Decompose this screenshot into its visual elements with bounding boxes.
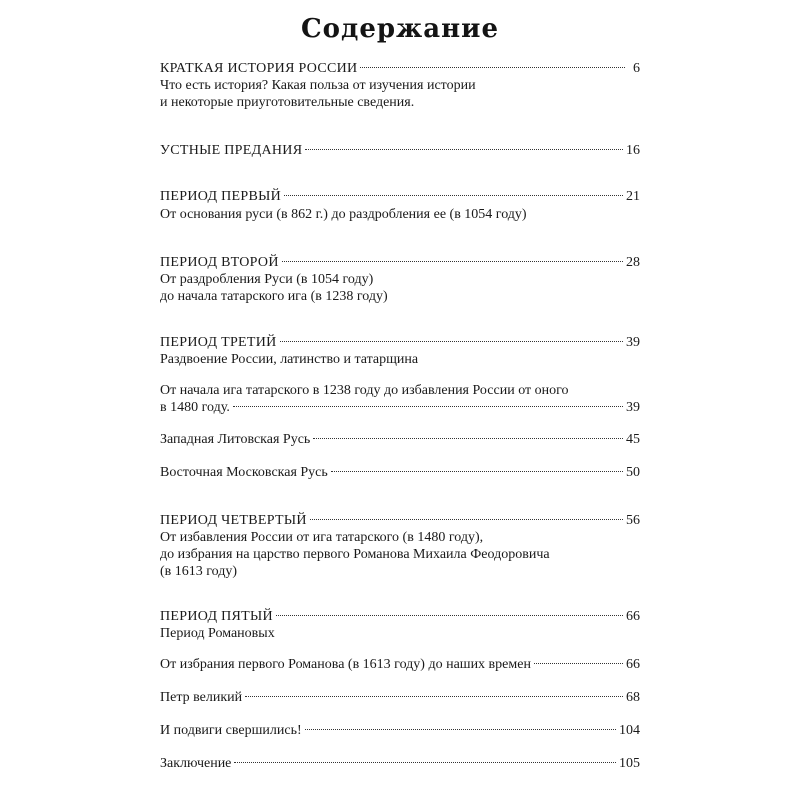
toc-entry-eastern-rus[interactable] xyxy=(160,464,640,482)
toc-entry-subtitle: От основания руси (в 862 г.) до раздробления ее (в 1054 году) xyxy=(160,207,527,222)
toc-entry-subtitle: От раздробления Руси (в 1054 году) xyxy=(160,272,374,287)
toc-entry-period-4[interactable] xyxy=(160,512,640,530)
toc-entry-period-2[interactable] xyxy=(160,254,640,272)
dot-leader xyxy=(234,762,616,763)
dot-leader xyxy=(310,519,623,520)
toc-entry-subtitle: до начала татарского ига (в 1238 году) xyxy=(160,289,388,304)
toc-entry-brief-history[interactable] xyxy=(160,60,640,78)
toc-page-number: 66 xyxy=(626,657,640,672)
toc-entry-feats[interactable] xyxy=(160,722,640,740)
toc-entry-subtitle: до избрания на царство первого Романова Михаила Феодоровича xyxy=(160,547,550,562)
dot-leader xyxy=(305,149,623,150)
page-title: Содержание xyxy=(300,14,500,44)
toc-page-number: 45 xyxy=(626,432,640,447)
toc-page-number: 66 xyxy=(626,609,640,624)
toc-entry-label: Восточная Московская Русь xyxy=(160,465,328,480)
toc-entry-oral-traditions[interactable] xyxy=(160,142,640,160)
toc-entry-period-1[interactable] xyxy=(160,188,640,206)
toc-entry-label: в 1480 году. xyxy=(160,400,230,415)
dot-leader xyxy=(360,67,625,68)
toc-entry-label: Петр великий xyxy=(160,690,243,705)
toc-page-number: 56 xyxy=(626,513,640,528)
dot-leader xyxy=(282,261,623,262)
toc-entry-subtitle: Период Романовых xyxy=(160,626,275,641)
toc-entry-tatar-yoke[interactable] xyxy=(160,399,640,417)
toc-page-number: 104 xyxy=(619,723,640,738)
toc-entry-subtitle: (в 1613 году) xyxy=(160,564,238,579)
dot-leader xyxy=(305,729,616,730)
toc-entry-label: ПЕРИОД ТРЕТИЙ xyxy=(160,335,277,350)
toc-page-number: 39 xyxy=(626,335,640,350)
toc-entry-subtitle: От начала ига татарского в 1238 году до избавления России от оного xyxy=(160,383,569,398)
toc-entry-label: Заключение xyxy=(160,756,232,771)
toc-entry-label: От избрания первого Романова (в 1613 году) до наших времен xyxy=(160,657,531,672)
toc-entry-western-rus[interactable] xyxy=(160,431,640,449)
toc-entry-label: Западная Литовская Русь xyxy=(160,432,311,447)
toc-page-number: 39 xyxy=(626,400,640,415)
toc-entry-romanov-era[interactable] xyxy=(160,656,640,674)
toc-entry-label: ПЕРИОД ВТОРОЙ xyxy=(160,255,279,270)
toc-page-number: 6 xyxy=(633,61,640,76)
toc-entry-label: И подвиги свершились! xyxy=(160,723,302,738)
toc-entry-subtitle: От избавления России от ига татарского (в 1480 году), xyxy=(160,530,484,545)
dot-leader xyxy=(534,663,623,664)
dot-leader xyxy=(245,696,623,697)
toc-entry-conclusion[interactable] xyxy=(160,755,640,773)
toc-entry-subtitle: Раздвоение России, латинство и татарщина xyxy=(160,352,419,367)
toc-page-number: 28 xyxy=(626,255,640,270)
toc-page-number: 68 xyxy=(626,690,640,705)
toc-entry-label: УСТНЫЕ ПРЕДАНИЯ xyxy=(160,143,303,158)
toc-entry-label: КРАТКАЯ ИСТОРИЯ РОССИИ xyxy=(160,61,358,76)
toc-page-number: 105 xyxy=(619,756,640,771)
toc-entry-period-3[interactable] xyxy=(160,334,640,352)
dot-leader xyxy=(233,406,623,407)
toc-entry-subtitle: Что есть история? Какая польза от изучения истории xyxy=(160,78,476,93)
toc-page-number: 21 xyxy=(626,189,640,204)
toc-entry-label: ПЕРИОД ПЯТЫЙ xyxy=(160,609,273,624)
toc-entry-subtitle: и некоторые приуготовительные сведения. xyxy=(160,95,415,110)
dot-leader xyxy=(331,471,623,472)
dot-leader xyxy=(313,438,623,439)
dot-leader xyxy=(276,615,623,616)
toc-page-number: 16 xyxy=(626,143,640,158)
toc-entry-period-5[interactable] xyxy=(160,608,640,626)
dot-leader xyxy=(280,341,623,342)
toc-page-number: 50 xyxy=(626,465,640,480)
toc-entry-label: ПЕРИОД ПЕРВЫЙ xyxy=(160,189,282,204)
dot-leader xyxy=(284,195,623,196)
toc-entry-peter-the-great[interactable] xyxy=(160,689,640,707)
toc-entry-label: ПЕРИОД ЧЕТВЕРТЫЙ xyxy=(160,513,307,528)
